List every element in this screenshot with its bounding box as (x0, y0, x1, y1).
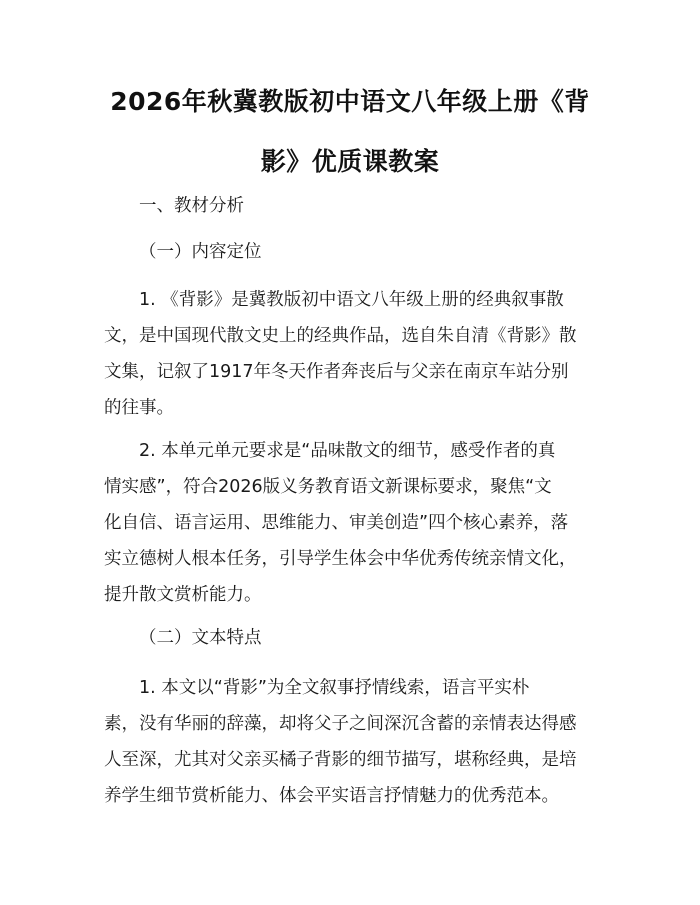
paragraph-2-line: 2. 本单元单元要求是“品味散文的细节，感受作者的真 (139, 441, 556, 461)
paragraph-1-line: 文，是中国现代散文史上的经典作品，选自朱自清《背影》散 (104, 326, 577, 346)
paragraph-2 (104, 433, 584, 613)
paragraph-3-line: 素，没有华丽的辞藻，却将父子之间深沉含蓄的亲情表达得感 (104, 714, 577, 734)
title-line-1: 2026年秋冀教版初中语文八年级上册《背 (110, 87, 590, 116)
section-heading-textbook-analysis: 一、教材分析 (139, 196, 244, 216)
paragraph-3-line: 1. 本文以“背影”为全文叙事抒情线索，语言平实朴 (139, 678, 530, 698)
paragraph-2-line: 实立德树人根本任务，引导学生体会中华优秀传统亲情文化， (104, 549, 577, 569)
paragraph-3-line: 人至深，尤其对父亲买橘子背影的细节描写，堪称经典，是培 (104, 750, 577, 770)
title-line-2: 影》优质课教案 (260, 147, 440, 176)
paragraph-1-line: 的往事。 (104, 398, 174, 418)
paragraph-2-line: 提升散文赏析能力。 (104, 585, 262, 605)
paragraph-3 (104, 670, 584, 814)
paragraph-1-line: 文集，记叙了1917年冬天作者奔丧后与父亲在南京车站分别 (104, 362, 569, 382)
paragraph-2-line: 化自信、语言运用、思维能力、审美创造”四个核心素养，落 (104, 513, 569, 533)
subheading-text-features: （二）文本特点 (139, 628, 262, 648)
subheading-content-positioning: （一）内容定位 (139, 242, 262, 262)
paragraph-1 (104, 282, 584, 426)
paragraph-2-line: 情实感”，符合2026版义务教育语文新课标要求，聚焦“文 (104, 477, 552, 497)
document-title (95, 72, 605, 192)
paragraph-3-line: 养学生细节赏析能力、体会平实语言抒情魅力的优秀范本。 (104, 786, 559, 806)
paragraph-1-line: 1. 《背影》是冀教版初中语文八年级上册的经典叙事散 (139, 290, 564, 310)
